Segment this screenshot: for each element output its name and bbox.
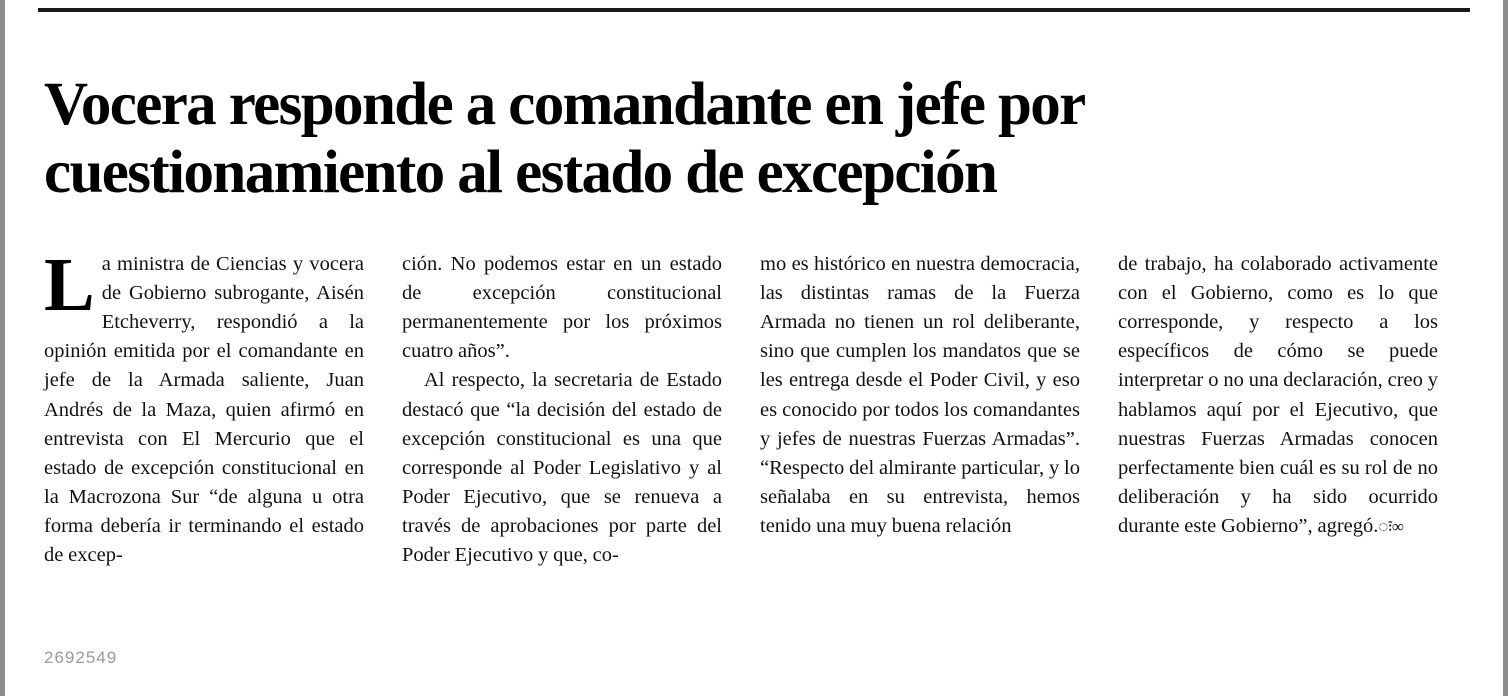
left-margin-rule — [0, 0, 5, 696]
paragraph: ción. No podemos estar en un estado de excepción constitucional permanentemente por los próximos cuatro años”. — [402, 253, 722, 363]
headline-line-2: cuestionamiento al estado de excepción — [44, 139, 997, 207]
end-ornament-icon: ः∞ — [1378, 516, 1405, 536]
drop-cap: L — [44, 243, 95, 327]
paragraph — [1118, 250, 1438, 541]
paragraph: mo es histórico en nuestra democracia, las distintas ramas de la Fuerza Armada no tienen un rol deliberante, sino que cumplen los mandatos que se les entrega desde el Poder Civil, y eso es conocido por todos los comandantes y jefes de nuestras Fuerzas Armadas”. “Respecto del almirante particular, y lo señalaba en su entrevista, hemos tenido una muy buena relación — [760, 253, 1080, 537]
page-folio-number: 2692549 — [44, 648, 118, 667]
top-divider-rule — [38, 8, 1470, 12]
article-column-4 — [1118, 250, 1438, 660]
article-body — [44, 243, 1464, 660]
headline-line-1: Vocera responde a comandante en jefe por — [44, 70, 1085, 138]
article-column-3 — [760, 250, 1080, 660]
paragraph-text: de trabajo, ha colaborado activamente con el Gobierno, como es lo que corresponde, y respecto a los específicos de cómo se puede interpretar o no una declaración, creo y hablamos aquí por el Ejecutivo, que nuestras Fuerzas Armadas conocen perfectamente bien cuál es su rol de no deliberación y ha sido ocurrido durante este Gobierno”, agregó. — [1118, 253, 1438, 537]
paragraph: Al respecto, la secretaria de Estado destacó que “la decisión del estado de excepción constitucional es una que corresponde al Poder Legislativo y al Poder Ejecutivo, que se renueva a través de aprobaciones por parte del Poder Ejecutivo y que, co- — [402, 369, 722, 567]
article-headline — [44, 71, 1454, 208]
paragraph — [44, 243, 364, 570]
article-column-1 — [44, 243, 364, 660]
article-column-2 — [402, 250, 722, 660]
right-margin-rule — [1503, 0, 1508, 696]
paragraph-text: a ministra de Ciencias y vocera de Gobierno subrogante, Aisén Etcheverry, respondió a la opinión emitida por el comandante en jefe de la Armada saliente, Juan Andrés de la Maza, quien afirmó en entrevista con El Mercurio que el estado de excepción constitucional en la Macrozona Sur “de alguna u otra forma debería ir terminando el estado de excep- — [44, 253, 364, 567]
